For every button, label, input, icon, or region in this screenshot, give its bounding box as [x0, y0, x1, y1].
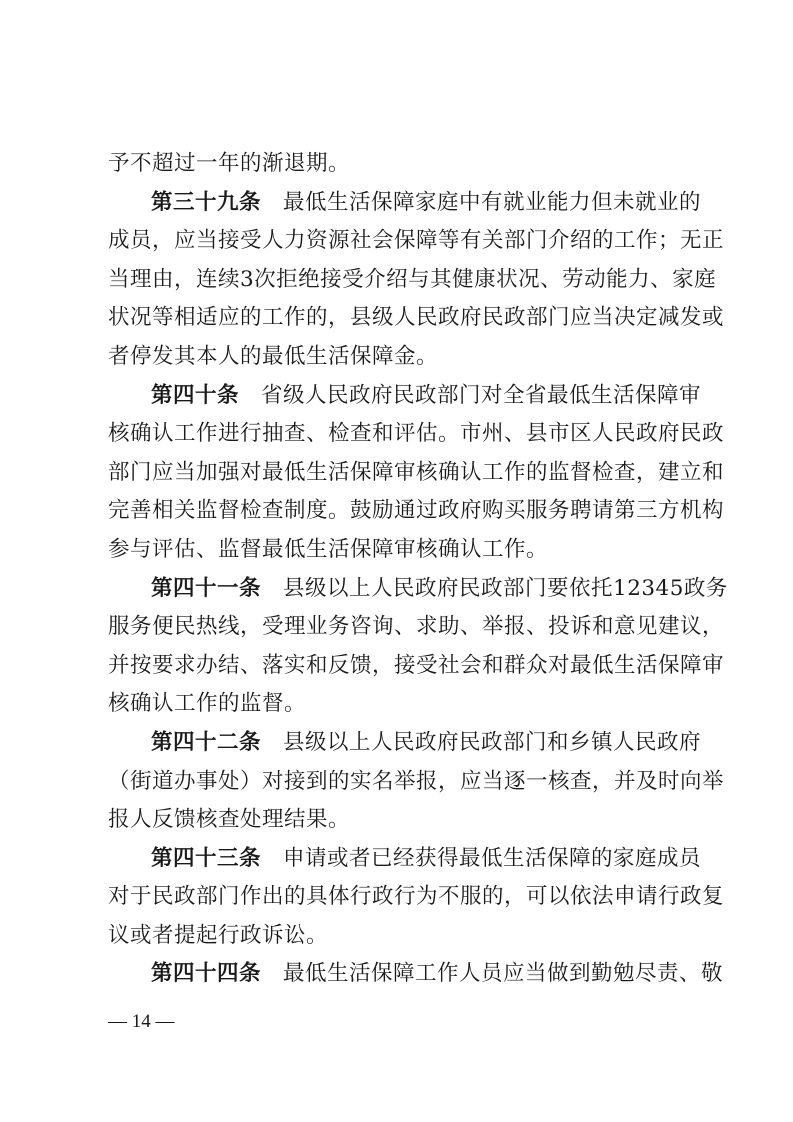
article-42-heading: 第四十二条	[151, 729, 262, 755]
article-40-line-2: 核确认工作进行抽查、检查和评估。市州、县市区人民政府民政	[108, 421, 725, 447]
page-number: — 14 —	[108, 1011, 175, 1032]
article-43-heading: 第四十三条	[151, 845, 262, 871]
article-41-line-1: 第四十一条 县级以上人民政府民政部门要依托12345政务	[151, 575, 728, 601]
article-43-line-1: 第四十三条 申请或者已经获得最低生活保障的家庭成员	[151, 845, 702, 871]
article-39-line-4: 状况等相适应的工作的，县级人民政府民政部门应当决定减发或	[108, 305, 725, 331]
article-40-line-5: 参与评估、监督最低生活保障审核确认工作。	[108, 536, 549, 562]
article-44-heading: 第四十四条	[151, 961, 262, 987]
article-39-line-5: 者停发其本人的最低生活保障金。	[108, 343, 439, 369]
article-39-line-1: 第三十九条 最低生活保障家庭中有就业能力但未就业的	[151, 189, 702, 215]
document-body	[108, 145, 728, 994]
article-40-line-1: 第四十条 省级人民政府民政部门对全省最低生活保障审	[151, 382, 702, 408]
article-43-line-3: 议或者提起行政诉讼。	[108, 922, 329, 948]
article-42-line-3: 报人反馈核查处理结果。	[108, 807, 351, 833]
article-40-line-4: 完善相关监督检查制度。鼓励通过政府购买服务聘请第三方机构	[108, 498, 725, 524]
article-42-line-1: 第四十二条 县级以上人民政府民政部门和乡镇人民政府	[151, 729, 702, 755]
article-44-line-1: 第四十四条 最低生活保障工作人员应当做到勤勉尽责、敬	[151, 961, 724, 987]
article-40-heading: 第四十条	[151, 382, 240, 408]
article-41-line-3: 并按要求办结、落实和反馈，接受社会和群众对最低生活保障审	[108, 652, 725, 678]
article-41-heading: 第四十一条	[151, 575, 262, 601]
article-42-line-2: （街道办事处）对接到的实名举报，应当逐一核查，并及时向举	[108, 768, 725, 794]
article-39-line-3: 当理由，连续3次拒绝接受介绍与其健康状况、劳动能力、家庭	[108, 266, 717, 292]
article-39-heading: 第三十九条	[151, 189, 262, 215]
article-41-line-4: 核确认工作的监督。	[108, 691, 307, 717]
article-39-line-2: 成员，应当接受人力资源社会保障等有关部门介绍的工作；无正	[108, 228, 725, 254]
article-40-line-3: 部门应当加强对最低生活保障审核确认工作的监督检查，建立和	[108, 459, 725, 485]
article-41-line-2: 服务便民热线，受理业务咨询、求助、举报、投诉和意见建议，	[108, 614, 725, 640]
continuation-line: 予不超过一年的渐退期。	[108, 151, 351, 176]
article-43-line-2: 对于民政部门作出的具体行政行为不服的，可以依法申请行政复	[108, 884, 725, 910]
